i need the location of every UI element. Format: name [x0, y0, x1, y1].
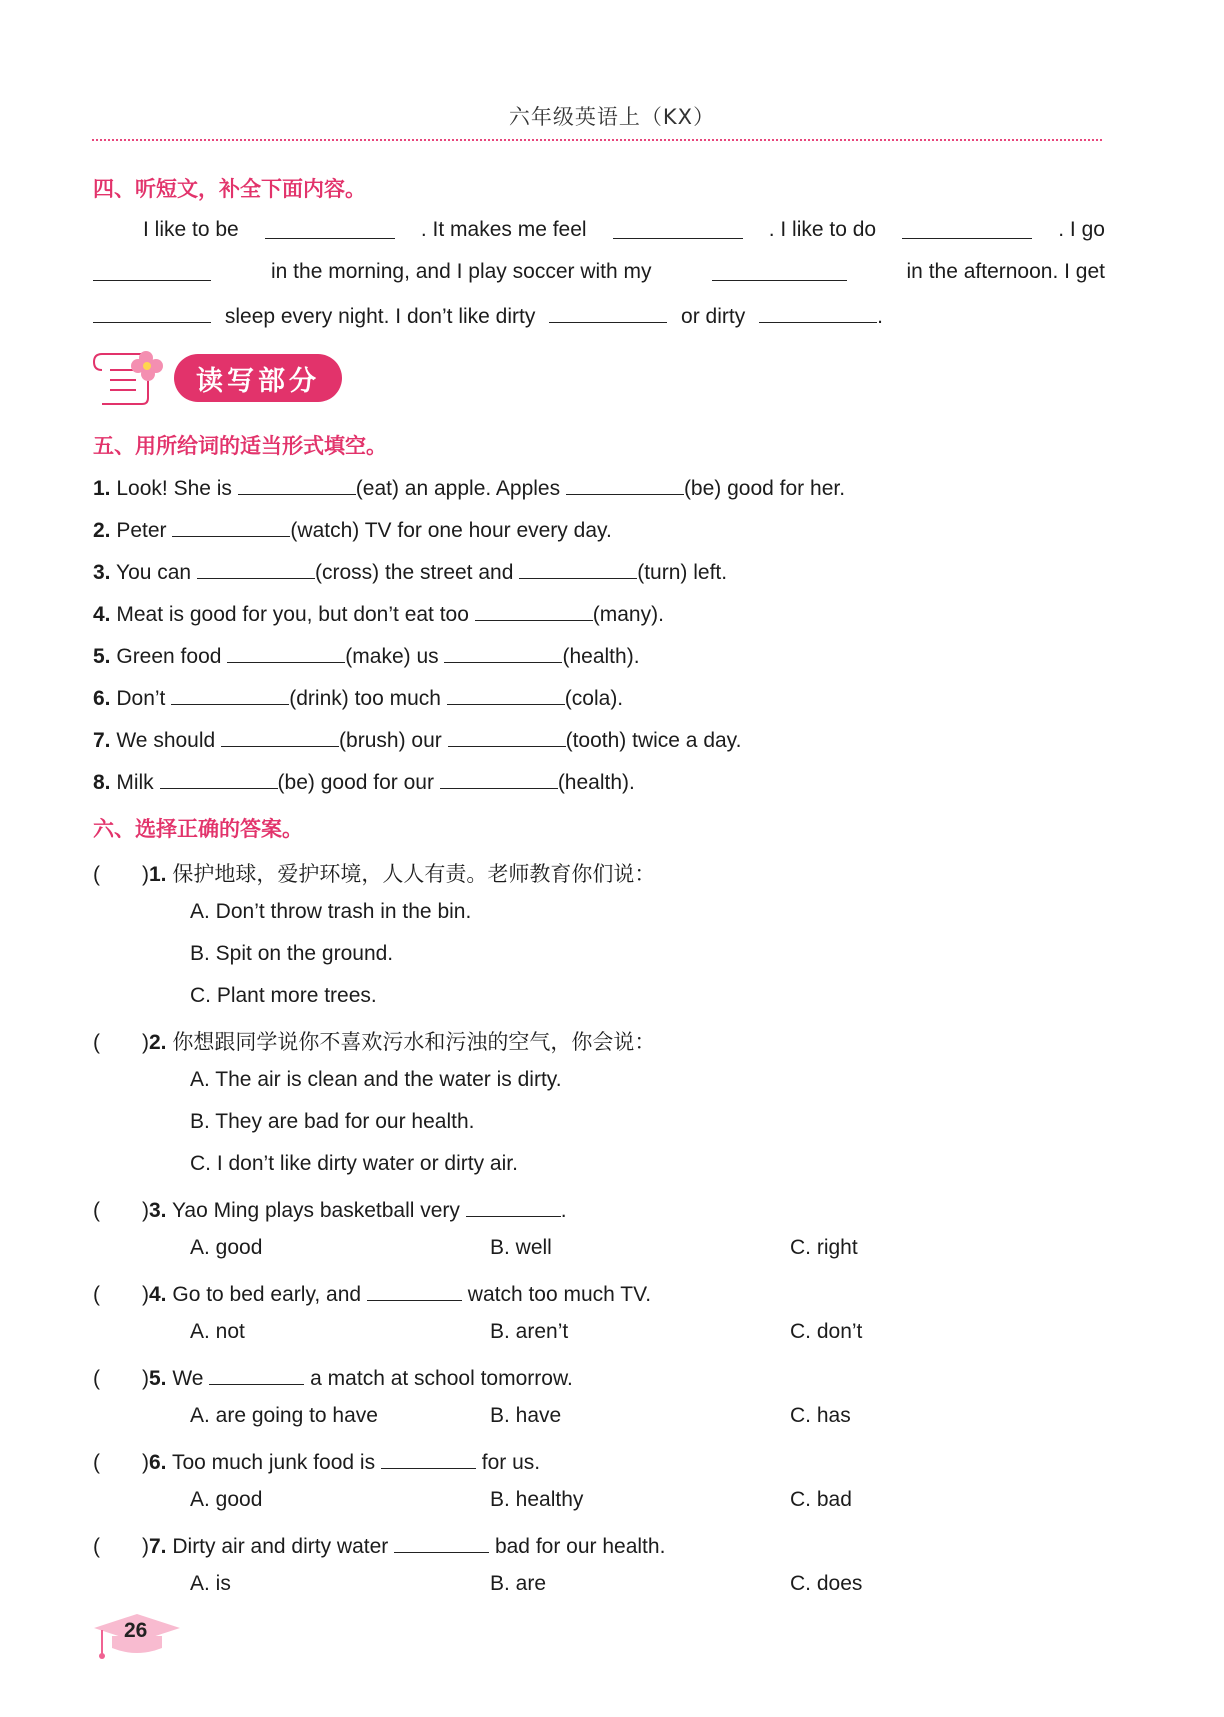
- question-stem: 保护地球，爱护环境，人人有责。老师教育你们说：: [172, 862, 656, 886]
- passage-text: I like to be: [143, 218, 239, 241]
- answer-paren[interactable]: ( ): [93, 1031, 149, 1054]
- passage-line-2: [93, 260, 1105, 284]
- question-number: 7.: [93, 729, 111, 752]
- answer-blank[interactable]: [440, 768, 558, 789]
- question-text: Green food: [116, 645, 222, 668]
- passage-text: in the afternoon. I get: [906, 260, 1105, 283]
- question-text: (make) us: [345, 645, 439, 668]
- answer-paren[interactable]: ( ): [93, 1283, 149, 1306]
- question-stem: for us.: [481, 1451, 541, 1474]
- question-stem: bad for our health.: [494, 1535, 666, 1558]
- answer-blank[interactable]: [171, 684, 289, 705]
- passage-text: .: [877, 305, 883, 328]
- option-c[interactable]: [790, 1488, 852, 1512]
- option-text: C. right: [790, 1236, 858, 1259]
- answer-blank[interactable]: [448, 726, 566, 747]
- question-number: 2.: [149, 1031, 167, 1054]
- option-b[interactable]: [490, 1320, 568, 1344]
- fill-item-8: [93, 768, 635, 795]
- question-stem: We: [172, 1367, 204, 1390]
- question-number: 3.: [93, 561, 111, 584]
- question-stem: watch too much TV.: [467, 1283, 652, 1306]
- question-number: 7.: [149, 1535, 167, 1558]
- passage-text: sleep every night. I don’t like dirty: [224, 305, 536, 328]
- option-text: B. aren’t: [490, 1320, 569, 1343]
- question-number: 1.: [93, 477, 111, 500]
- option-c[interactable]: [790, 1572, 862, 1596]
- mc-question-5: [93, 1362, 573, 1392]
- answer-blank[interactable]: [712, 260, 847, 281]
- answer-blank[interactable]: [227, 642, 345, 663]
- answer-blank[interactable]: [160, 768, 278, 789]
- question-text: You can: [115, 561, 192, 584]
- answer-blank[interactable]: [93, 260, 211, 281]
- passage-text: . I go: [1058, 218, 1105, 241]
- answer-blank[interactable]: [394, 1532, 489, 1553]
- question-number: 1.: [149, 863, 167, 886]
- option-a[interactable]: [190, 1572, 231, 1596]
- fill-item-3: [93, 558, 727, 585]
- option-c[interactable]: [190, 984, 377, 1008]
- mc-question-2: [93, 1026, 655, 1056]
- answer-blank[interactable]: [566, 474, 684, 495]
- answer-blank[interactable]: [367, 1280, 462, 1301]
- answer-blank[interactable]: [93, 302, 211, 323]
- question-text: Don’t: [116, 687, 166, 710]
- answer-paren[interactable]: ( ): [93, 1367, 149, 1390]
- passage-line-3: [93, 302, 883, 329]
- question-text: (watch) TV for one hour every day.: [290, 519, 612, 542]
- question-text: Peter: [116, 519, 167, 542]
- question-text: (be) good for our: [277, 771, 434, 794]
- question-number: 6.: [93, 687, 111, 710]
- answer-blank[interactable]: [221, 726, 339, 747]
- option-text: A. are going to have: [190, 1404, 378, 1427]
- question-number: 6.: [149, 1451, 167, 1474]
- option-text: B. They are bad for our health.: [190, 1110, 475, 1133]
- option-text: C. don’t: [790, 1320, 863, 1343]
- answer-blank[interactable]: [197, 558, 315, 579]
- passage-text: or dirty: [681, 305, 746, 328]
- option-c[interactable]: [190, 1152, 518, 1176]
- option-text: A. The air is clean and the water is dirty.: [190, 1068, 562, 1091]
- fill-item-2: [93, 516, 612, 543]
- answer-paren[interactable]: ( ): [93, 863, 149, 886]
- option-b[interactable]: [490, 1572, 546, 1596]
- option-text: C. does: [790, 1572, 863, 1595]
- mc-question-1: [93, 858, 655, 888]
- answer-blank[interactable]: [238, 474, 356, 495]
- question-stem: .: [560, 1199, 567, 1222]
- question-text: (turn) left.: [637, 561, 728, 584]
- answer-blank[interactable]: [172, 516, 290, 537]
- banner-text: 读写部分: [196, 365, 320, 397]
- option-text: A. good: [190, 1488, 263, 1511]
- question-stem: a match at school tomorrow.: [310, 1367, 573, 1390]
- question-text: (cola).: [564, 687, 624, 710]
- question-number: 5.: [149, 1367, 167, 1390]
- question-text: (tooth) twice a day.: [565, 729, 742, 752]
- section-5-heading: 五、用所给词的适当形式填空。: [93, 434, 387, 458]
- option-b[interactable]: [190, 942, 393, 966]
- passage-line-1: [93, 218, 1105, 242]
- option-c[interactable]: [790, 1236, 858, 1260]
- fill-item-1: [93, 474, 845, 501]
- option-text: B. have: [490, 1404, 562, 1427]
- scroll-flower-icon: [90, 348, 176, 408]
- question-text: (many).: [592, 603, 664, 626]
- question-number: 8.: [93, 771, 111, 794]
- option-text: A. is: [190, 1572, 231, 1595]
- answer-blank[interactable]: [613, 218, 743, 239]
- option-text: C. Plant more trees.: [190, 984, 377, 1007]
- question-stem: Go to bed early, and: [172, 1283, 362, 1306]
- question-number: 5.: [93, 645, 111, 668]
- option-b[interactable]: [190, 1110, 474, 1134]
- option-c[interactable]: [790, 1320, 862, 1344]
- mc-question-4: [93, 1278, 651, 1308]
- answer-blank[interactable]: [466, 1196, 561, 1217]
- answer-blank[interactable]: [519, 558, 637, 579]
- question-stem: Yao Ming plays basketball very: [171, 1199, 460, 1222]
- question-text: Milk: [116, 771, 154, 794]
- fill-item-5: [93, 642, 640, 669]
- question-number: 2.: [93, 519, 111, 542]
- option-c[interactable]: [790, 1404, 851, 1428]
- answer-blank[interactable]: [549, 302, 667, 323]
- passage-text: in the morning, and I play soccer with my: [271, 260, 652, 283]
- passage-text: . I like to do: [768, 218, 877, 241]
- page-number: 26: [124, 1619, 148, 1642]
- option-a[interactable]: [190, 1404, 378, 1428]
- option-b[interactable]: [490, 1404, 561, 1428]
- question-number: 4.: [93, 603, 111, 626]
- question-text: (cross) the street and: [314, 561, 514, 584]
- fill-item-7: [93, 726, 741, 753]
- question-text: (brush) our: [339, 729, 442, 752]
- question-text: (be) good for her.: [683, 477, 846, 500]
- question-number: 4.: [149, 1283, 167, 1306]
- option-text: B. well: [490, 1236, 552, 1259]
- passage-text: . It makes me feel: [420, 218, 587, 241]
- option-text: C. bad: [790, 1488, 852, 1511]
- mc-question-7: [93, 1530, 665, 1560]
- answer-paren[interactable]: ( ): [93, 1199, 149, 1222]
- question-text: Meat is good for you, but don’t eat too: [116, 603, 469, 626]
- option-text: A. good: [190, 1236, 263, 1259]
- option-text: C. I don’t like dirty water or dirty air.: [190, 1152, 518, 1175]
- answer-blank[interactable]: [759, 302, 877, 323]
- answer-blank[interactable]: [265, 218, 395, 239]
- answer-blank[interactable]: [209, 1364, 304, 1385]
- question-stem: Too much junk food is: [171, 1451, 376, 1474]
- question-text: Look! She is: [116, 477, 232, 500]
- section-6-heading: 六、选择正确的答案。: [93, 817, 303, 841]
- question-stem: 你想跟同学说你不喜欢污水和污浊的空气，你会说：: [172, 1030, 656, 1054]
- option-text: B. healthy: [490, 1488, 584, 1511]
- option-b[interactable]: [490, 1236, 552, 1260]
- section-4-heading: 四、听短文，补全下面内容。: [93, 177, 366, 201]
- option-text: A. Don’t throw trash in the bin.: [190, 900, 472, 923]
- question-stem: Dirty air and dirty water: [172, 1535, 389, 1558]
- option-text: C. has: [790, 1404, 851, 1427]
- option-a[interactable]: [190, 1236, 262, 1260]
- banner-pill: [174, 354, 342, 402]
- fill-item-6: [93, 684, 623, 711]
- question-text: (health).: [557, 771, 635, 794]
- question-text: (eat) an apple. Apples: [355, 477, 561, 500]
- option-b[interactable]: [490, 1488, 583, 1512]
- mc-question-6: [93, 1446, 540, 1476]
- question-text: (health).: [562, 645, 640, 668]
- option-a[interactable]: [190, 900, 471, 924]
- reading-writing-banner: [90, 348, 350, 408]
- option-a[interactable]: [190, 1320, 245, 1344]
- answer-paren[interactable]: ( ): [93, 1451, 149, 1474]
- answer-blank[interactable]: [902, 218, 1032, 239]
- answer-blank[interactable]: [444, 642, 562, 663]
- option-text: A. not: [190, 1320, 245, 1343]
- answer-blank[interactable]: [475, 600, 593, 621]
- option-a[interactable]: [190, 1068, 562, 1092]
- mc-question-3: [93, 1194, 567, 1224]
- answer-blank[interactable]: [381, 1448, 476, 1469]
- question-number: 3.: [149, 1199, 167, 1222]
- page-header-title: 六年级英语上（KX）: [508, 105, 716, 129]
- fill-item-4: [93, 600, 664, 627]
- option-text: B. Spit on the ground.: [190, 942, 394, 965]
- option-text: B. are: [490, 1572, 547, 1595]
- answer-paren[interactable]: ( ): [93, 1535, 149, 1558]
- header-divider: [92, 139, 1102, 141]
- option-a[interactable]: [190, 1488, 262, 1512]
- answer-blank[interactable]: [447, 684, 565, 705]
- question-text: (drink) too much: [289, 687, 441, 710]
- question-text: We should: [116, 729, 216, 752]
